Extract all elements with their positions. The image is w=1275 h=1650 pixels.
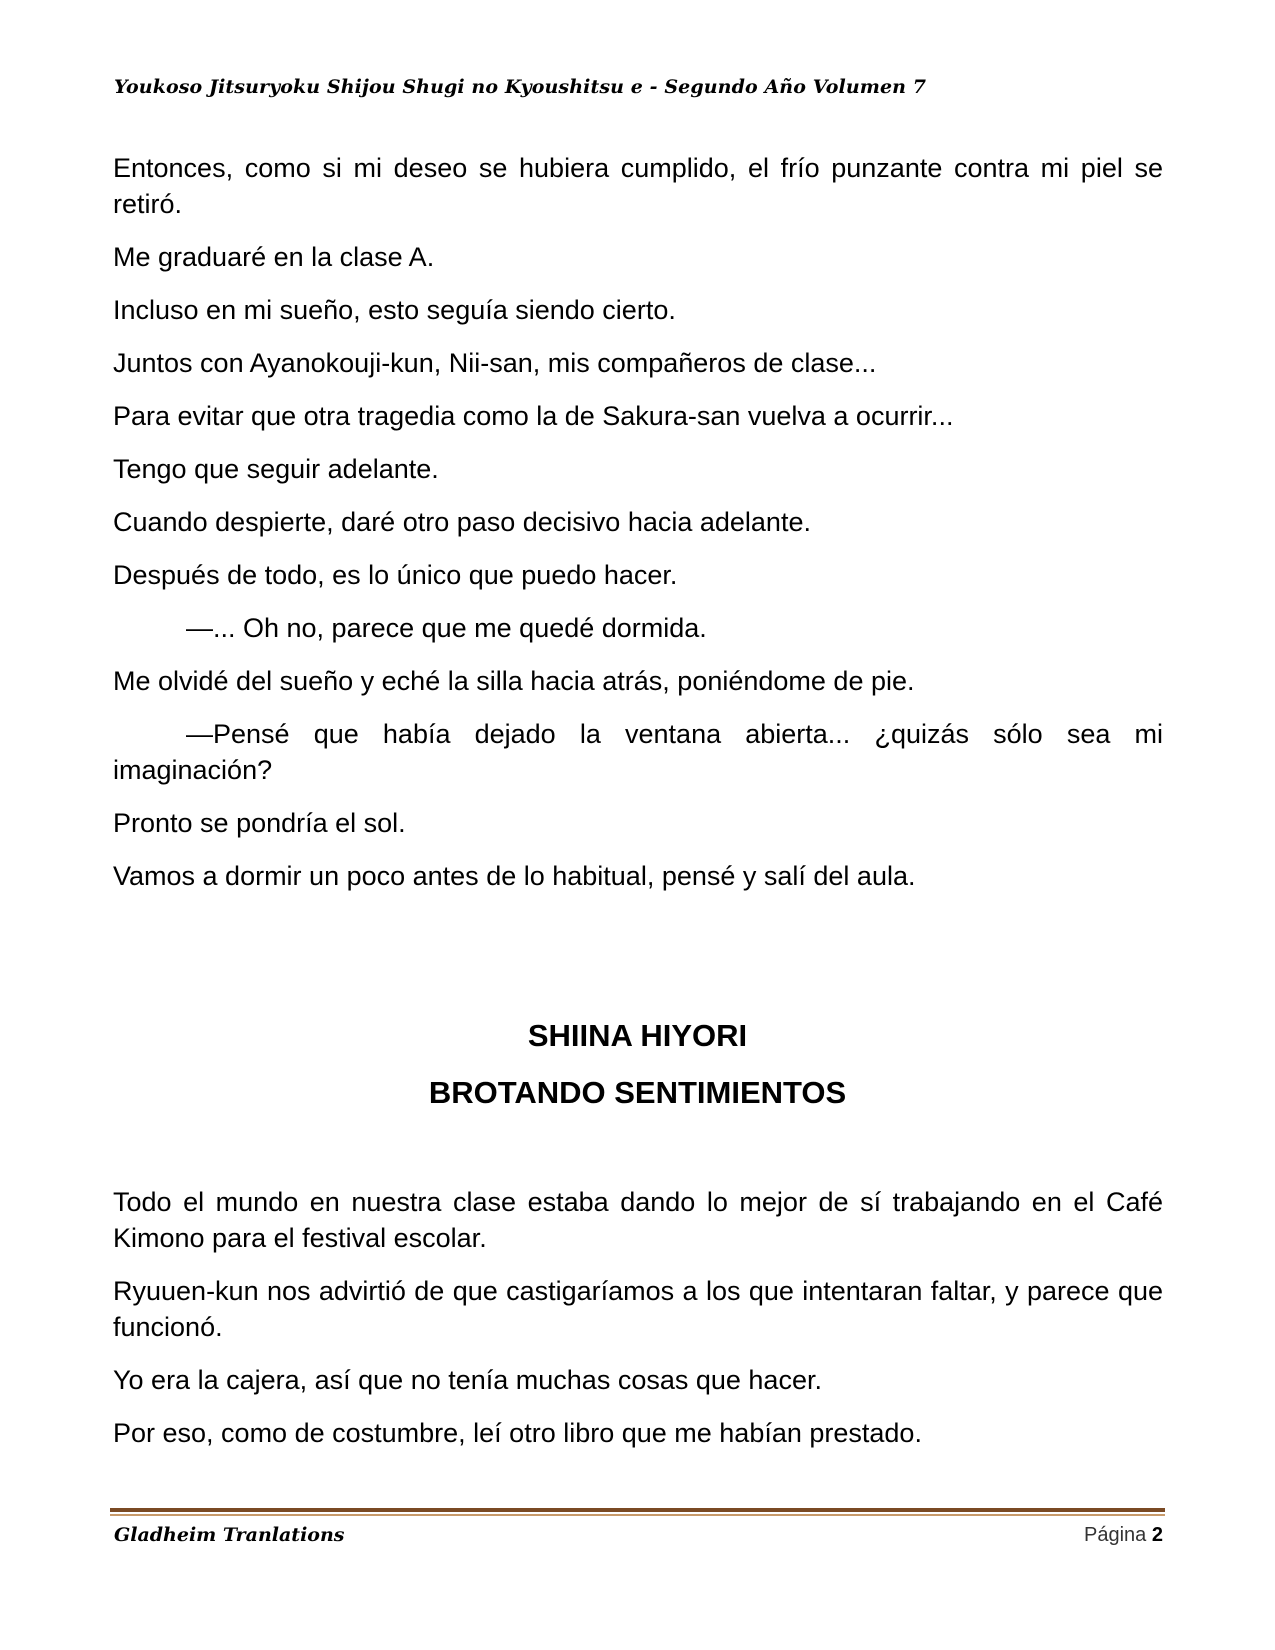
paragraph: Incluso en mi sueño, esto seguía siendo cierto. bbox=[113, 295, 676, 325]
footer-divider-thin bbox=[110, 1514, 1165, 1516]
body-section-1 bbox=[113, 150, 1163, 911]
page-number: 2 bbox=[1151, 1524, 1163, 1546]
paragraph: Tengo que seguir adelante. bbox=[113, 454, 439, 484]
page-label: Página bbox=[1084, 1524, 1147, 1546]
footer-page-indicator bbox=[1084, 1522, 1163, 1548]
paragraph: Pronto se pondría el sol. bbox=[113, 808, 406, 838]
footer-divider bbox=[110, 1508, 1165, 1512]
body-section-2 bbox=[113, 1184, 1163, 1468]
paragraph: Todo el mundo en nuestra clase estaba dando lo mejor de sí trabajando en el Café Kimono para el festival escolar. bbox=[113, 1187, 1163, 1253]
running-header: Youkoso Jitsuryoku Shijou Shugi no Kyoushitsu e - Segundo Año Volumen 7 bbox=[114, 76, 927, 98]
chapter-title-subtitle: BROTANDO SENTIMIENTOS bbox=[428, 1075, 847, 1110]
paragraph: Después de todo, es lo único que puedo hacer. bbox=[113, 560, 678, 590]
paragraph: Me graduaré en la clase A. bbox=[113, 242, 435, 272]
paragraph: Entonces, como si mi deseo se hubiera cumplido, el frío punzante contra mi piel se retiró. bbox=[113, 153, 1163, 219]
chapter-title-name: SHIINA HIYORI bbox=[527, 1018, 748, 1053]
paragraph: Por eso, como de costumbre, leí otro libro que me habían prestado. bbox=[113, 1418, 922, 1448]
paragraph: Cuando despierte, daré otro paso decisivo hacia adelante. bbox=[113, 507, 811, 537]
paragraph: Ryuuen-kun nos advirtió de que castigaríamos a los que intentaran faltar, y parece que funcionó. bbox=[113, 1276, 1163, 1342]
paragraph: Vamos a dormir un poco antes de lo habitual, pensé y salí del aula. bbox=[113, 861, 916, 891]
paragraph: Para evitar que otra tragedia como la de Sakura-san vuelva a ocurrir... bbox=[113, 401, 954, 431]
paragraph: Yo era la cajera, así que no tenía muchas cosas que hacer. bbox=[113, 1365, 822, 1395]
footer-publisher: Gladheim Tranlations bbox=[114, 1524, 345, 1546]
dialogue-paragraph: —Pensé que había dejado la ventana abierta... ¿quizás sólo sea mi imaginación? bbox=[113, 719, 1163, 785]
paragraph: Me olvidé del sueño y eché la silla hacia atrás, poniéndome de pie. bbox=[113, 666, 915, 696]
paragraph: Juntos con Ayanokouji-kun, Nii-san, mis compañeros de clase... bbox=[113, 348, 877, 378]
dialogue-paragraph: —... Oh no, parece que me quedé dormida. bbox=[186, 613, 707, 643]
